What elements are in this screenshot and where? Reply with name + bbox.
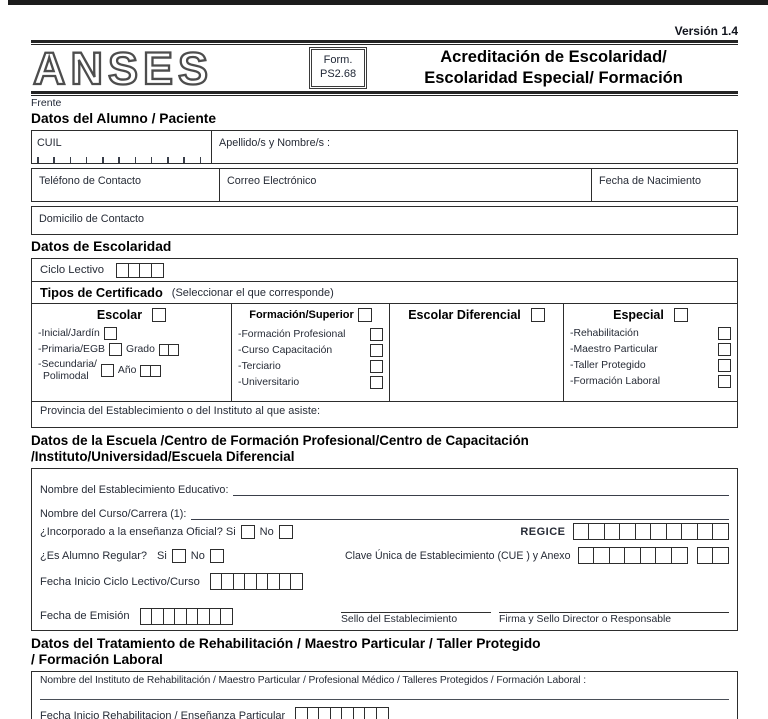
- phone-label: Teléfono de Contacto: [39, 174, 142, 187]
- column-formacion-superior: [232, 304, 390, 401]
- school-heading-line2: /Instituto/Universidad/Escuela Diferencial: [31, 448, 295, 464]
- column-escolar: [32, 304, 232, 401]
- secundaria-polimodal-label: -Secundaria/ Polimodal: [38, 359, 97, 382]
- version-label: Versión 1.4: [674, 24, 738, 38]
- issue-date-label: Fecha de Emisión: [40, 610, 130, 623]
- cuil-field[interactable]: [32, 131, 212, 163]
- director-signature-area: [499, 612, 729, 625]
- school-year-input-boxes[interactable]: [116, 263, 164, 278]
- certificate-types-title: Tipos de Certificado: [40, 285, 163, 301]
- certificate-types-note: (Seleccionar el que corresponde): [171, 286, 334, 299]
- rehab-start-input-boxes[interactable]: [295, 707, 389, 719]
- form-title-line2: Escolaridad Especial/ Formación: [424, 69, 683, 87]
- certificate-types-row: [32, 282, 737, 304]
- checkbox-escolar[interactable]: [152, 308, 166, 322]
- column-especial: [564, 304, 737, 401]
- student-id-row: [31, 130, 738, 164]
- email-label: Correo Electrónico: [227, 174, 317, 187]
- establishment-input-line[interactable]: [233, 483, 729, 496]
- form-label: Form.: [323, 54, 353, 67]
- rehabilitacion-label: -Rehabilitación: [570, 328, 639, 340]
- form-header: [31, 42, 738, 94]
- form-number-box: [311, 49, 365, 87]
- checkbox-maestro-particular[interactable]: [718, 343, 731, 356]
- certificate-columns: [32, 304, 737, 402]
- maestro-particular-label: -Maestro Particular: [570, 344, 658, 356]
- start-date-label: Fecha Inicio Ciclo Lectivo/Curso: [40, 575, 200, 588]
- checkbox-official-no[interactable]: [279, 525, 293, 539]
- school-section-heading: [31, 433, 738, 465]
- terciario-label: -Terciario: [238, 361, 281, 373]
- checkbox-especial[interactable]: [674, 308, 688, 322]
- issue-date-input-boxes[interactable]: [140, 608, 234, 625]
- name-field[interactable]: [212, 131, 737, 163]
- regular-yes-label: Si: [157, 549, 167, 562]
- form-title: [365, 47, 736, 88]
- phone-field[interactable]: [32, 169, 220, 201]
- checkbox-universitario[interactable]: [370, 376, 383, 389]
- top-black-bar: [8, 0, 768, 5]
- checkbox-secundaria-polimodal[interactable]: [101, 364, 114, 377]
- anio-label: Año: [117, 365, 137, 377]
- especial-header: Especial: [613, 308, 664, 323]
- formacion-profesional-label: -Formación Profesional: [238, 329, 346, 341]
- province-label: Provincia del Establecimiento o del Instituto al que asiste:: [40, 405, 321, 418]
- institute-label: Nombre del Instituto de Rehabilitación / Maestro Particular / Profesional Médico / Talleres Protegidos / Formación Laboral :: [40, 675, 587, 687]
- checkbox-terciario[interactable]: [370, 360, 383, 373]
- address-label: Domicilio de Contacto: [39, 212, 145, 225]
- checkbox-taller-protegido[interactable]: [718, 359, 731, 372]
- checkbox-curso-capacitacion[interactable]: [370, 344, 383, 357]
- cue-input-boxes[interactable]: [578, 547, 688, 564]
- anses-logo: ANSES: [33, 42, 214, 94]
- checkbox-formacion-laboral[interactable]: [718, 375, 731, 388]
- regice-label: REGICE: [520, 525, 566, 538]
- formacion-superior-header: Formación/Superior: [249, 309, 354, 322]
- school-year-label: Ciclo Lectivo: [40, 264, 105, 277]
- anio-input-boxes[interactable]: [140, 365, 161, 377]
- checkbox-regular-yes[interactable]: [172, 549, 186, 563]
- cuil-digit-ticks: [37, 157, 201, 163]
- formacion-laboral-label: -Formación Laboral: [570, 376, 661, 388]
- checkbox-rehabilitacion[interactable]: [718, 327, 731, 340]
- checkbox-inicial-jardin[interactable]: [104, 327, 117, 340]
- universitario-label: -Universitario: [238, 377, 300, 389]
- schooling-box: [31, 258, 738, 428]
- regular-no-label: No: [190, 549, 205, 562]
- school-year-row: [32, 259, 737, 282]
- start-date-input-boxes[interactable]: [210, 573, 304, 590]
- email-field[interactable]: [220, 169, 591, 201]
- form-title-line1: Acreditación de Escolaridad/: [440, 48, 667, 67]
- treatment-section-heading: [31, 636, 738, 669]
- cuil-label: CUIL: [37, 136, 62, 149]
- birthdate-field[interactable]: [591, 169, 737, 201]
- grado-label: Grado: [125, 344, 155, 356]
- grado-input-boxes[interactable]: [159, 344, 180, 356]
- checkbox-primaria-egb[interactable]: [109, 343, 122, 356]
- regice-input-boxes[interactable]: [573, 523, 730, 540]
- checkbox-formacion-superior[interactable]: [358, 308, 372, 322]
- inicial-jardin-label: -Inicial/Jardín: [38, 328, 100, 340]
- checkbox-escolar-diferencial[interactable]: [531, 308, 545, 322]
- student-section-heading: Datos del Alumno / Paciente: [31, 110, 217, 126]
- birthdate-label: Fecha de Nacimiento: [599, 174, 702, 187]
- checkbox-formacion-profesional[interactable]: [370, 328, 383, 341]
- institute-input-line[interactable]: [40, 699, 729, 700]
- official-no-label: No: [259, 525, 274, 538]
- escolar-header: Escolar: [96, 308, 143, 323]
- treatment-box: [31, 671, 738, 719]
- establishment-label: Nombre del Establecimiento Educativo:: [40, 483, 229, 496]
- regular-question-label: ¿Es Alumno Regular?: [40, 549, 147, 562]
- school-heading-line1: Datos de la Escuela /Centro de Formación Profesional/Centro de Capacitación: [31, 433, 529, 449]
- primaria-egb-label: -Primaria/EGB: [38, 344, 105, 356]
- rehab-start-label: Fecha Inicio Rehabilitacion / Enseñanza Particular: [40, 709, 286, 719]
- checkbox-regular-no[interactable]: [210, 549, 224, 563]
- school-box: [31, 468, 738, 631]
- official-question-label: ¿Incorporado a la enseñanza Oficial? Si: [40, 525, 236, 538]
- treatment-heading-line1: Datos del Tratamiento de Rehabilitación / Maestro Particular / Taller Protegido: [31, 635, 541, 651]
- checkbox-official-yes[interactable]: [241, 525, 255, 539]
- form-number: PS2.68: [320, 68, 357, 80]
- column-escolar-diferencial: [390, 304, 564, 401]
- curso-capacitacion-label: -Curso Capacitación: [238, 345, 333, 357]
- taller-protegido-label: -Taller Protegido: [570, 360, 646, 372]
- stamp-signature-area: [341, 612, 491, 625]
- escolar-diferencial-header: Escolar Diferencial: [408, 308, 521, 323]
- student-contact-row: [31, 168, 738, 202]
- signature-label: Firma y Sello Director o Responsable: [499, 613, 672, 625]
- schooling-section-heading: Datos de Escolaridad: [31, 238, 172, 254]
- course-label: Nombre del Curso/Carrera (1):: [40, 507, 187, 520]
- address-field[interactable]: [31, 206, 738, 235]
- name-label: Apellido/s y Nombre/s :: [219, 136, 331, 149]
- course-input-line[interactable]: [191, 507, 729, 520]
- side-label: Frente: [31, 97, 62, 109]
- anexo-input-boxes[interactable]: [697, 547, 730, 564]
- treatment-heading-line2: / Formación Laboral: [31, 651, 163, 667]
- province-field[interactable]: [32, 402, 737, 427]
- cue-label: Clave Única de Establecimiento (CUE ) y Anexo: [344, 549, 571, 562]
- stamp-label: Sello del Establecimiento: [341, 613, 458, 625]
